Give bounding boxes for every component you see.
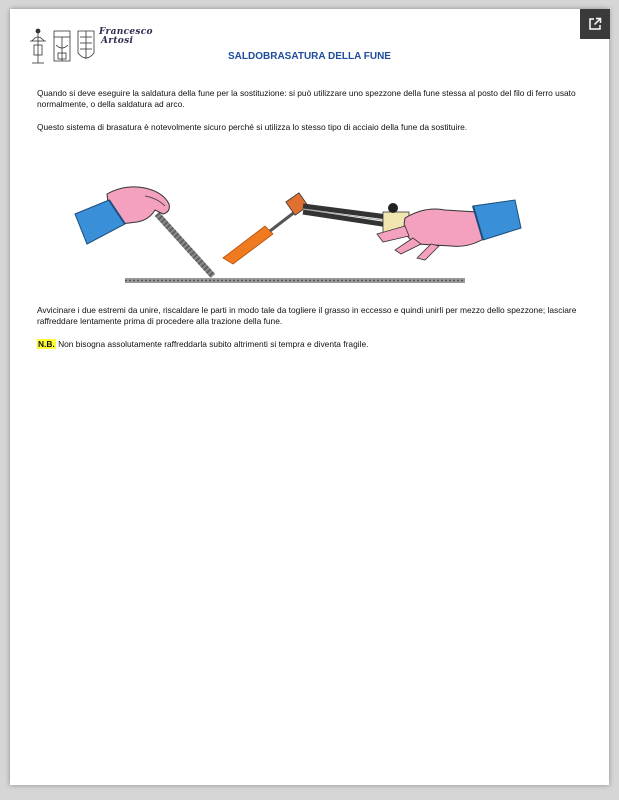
right-hand-icon — [377, 200, 521, 260]
left-hand-icon — [75, 187, 169, 244]
torch-flame-icon — [223, 226, 273, 264]
paragraph-note — [37, 339, 582, 350]
brazing-illustration — [65, 174, 535, 294]
logo-name-last: Artosi — [101, 36, 134, 46]
rope-segment — [157, 214, 213, 276]
logo-wordmark — [99, 28, 153, 46]
document-page — [10, 9, 609, 785]
nb-label: N.B. — [38, 339, 55, 349]
welding-torch-icon — [270, 193, 409, 234]
rope-on-ground — [125, 278, 465, 283]
open-external-icon — [588, 17, 602, 31]
paragraph-safety: Questo sistema di brasatura è notevolmente sicuro perché si utilizza lo stesso tipo di acciaio della fune da sostituire. — [37, 122, 468, 132]
page-title: SALDOBRASATURA DELLA FUNE — [228, 51, 391, 62]
open-external-button[interactable] — [580, 9, 610, 39]
paragraph-intro: Quando si deve eseguire la saldatura della fune per la sostituzione: si può utilizzare uno spezzone della fune stessa al posto del filo di ferro usato normalmente, o della saldatura ad arco. — [37, 88, 576, 110]
paragraph-procedure: Avvicinare i due estremi da unire, riscaldare le parti in modo tale da togliere il grasso in eccesso e quindi unirli per mezzo dello spezzone; lasciare raffreddare lentamente prima di procedere alla trazione della fune. — [37, 305, 577, 327]
logo-name-first: Francesco — [99, 27, 153, 37]
nb-text: Non bisogna assolutamente raffreddarla subito altrimenti si tempra e diventa fragile. — [55, 339, 369, 349]
